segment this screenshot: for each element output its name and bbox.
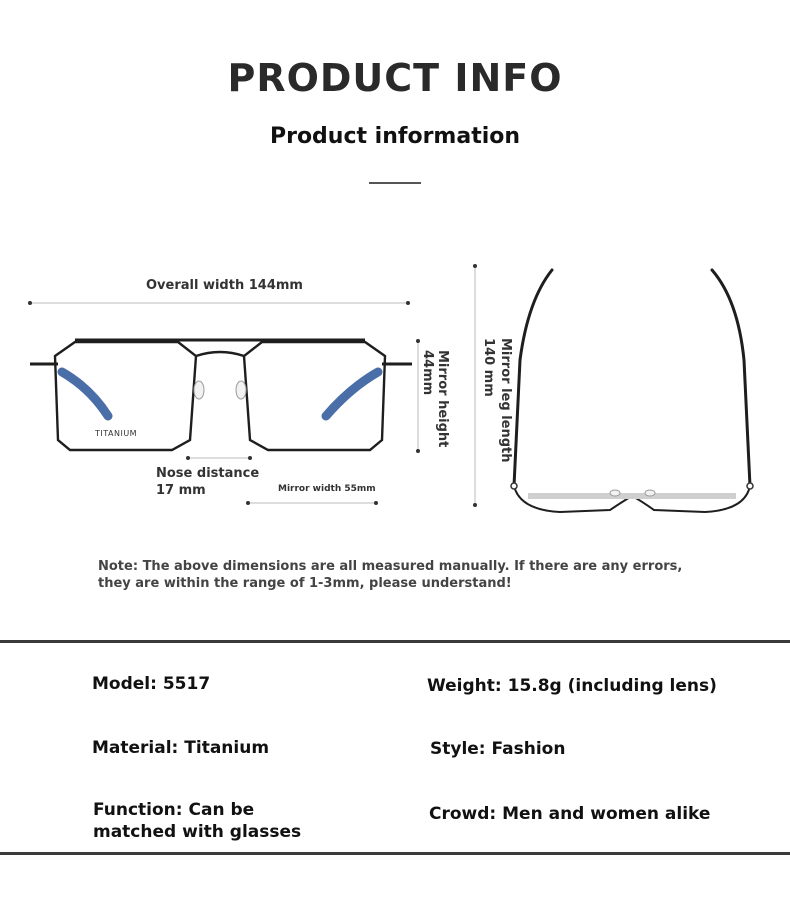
mirror-width-label: Mirror width 55mm <box>278 484 376 494</box>
mirror-height-label: Mirror height 44mm <box>420 350 450 448</box>
nose-distance-dimension <box>186 456 252 460</box>
page-subtitle: Product information <box>269 124 521 149</box>
spec-model: Model: 5517 <box>92 674 211 694</box>
leg-length-label: Mirror leg length 140 mm <box>481 338 513 463</box>
nose-distance-label: Nose distance 17 mm <box>156 466 260 498</box>
spec-material: Material: Titanium <box>92 738 270 758</box>
temple-stamp: TITANIUM <box>95 429 138 438</box>
hinge-dots <box>511 483 753 489</box>
spec-crowd: Crowd: Men and women alike <box>429 804 711 824</box>
leg-length-dimension <box>473 264 477 507</box>
temple-arms <box>514 270 750 486</box>
spec-top-divider <box>0 640 790 643</box>
overall-width-label: Overall width 144mm <box>146 278 303 293</box>
spec-function: Function: Can be matched with glasses <box>93 800 302 842</box>
spec-weight: Weight: 15.8g (including lens) <box>427 676 717 696</box>
frame-front-top <box>514 486 750 512</box>
spec-bottom-divider <box>0 852 790 855</box>
temple-tips <box>62 372 378 416</box>
title-divider <box>369 182 421 184</box>
measurement-note: Note: The above dimensions are all measured manually. If there are any errors, they are within the range of 1-3mm, please understand! <box>98 559 683 591</box>
nose-pads <box>194 381 246 399</box>
spec-style: Style: Fashion <box>430 739 566 759</box>
mirror-width-dimension <box>246 501 378 505</box>
page-title: PRODUCT INFO <box>227 56 563 100</box>
overall-width-dimension <box>28 301 410 305</box>
